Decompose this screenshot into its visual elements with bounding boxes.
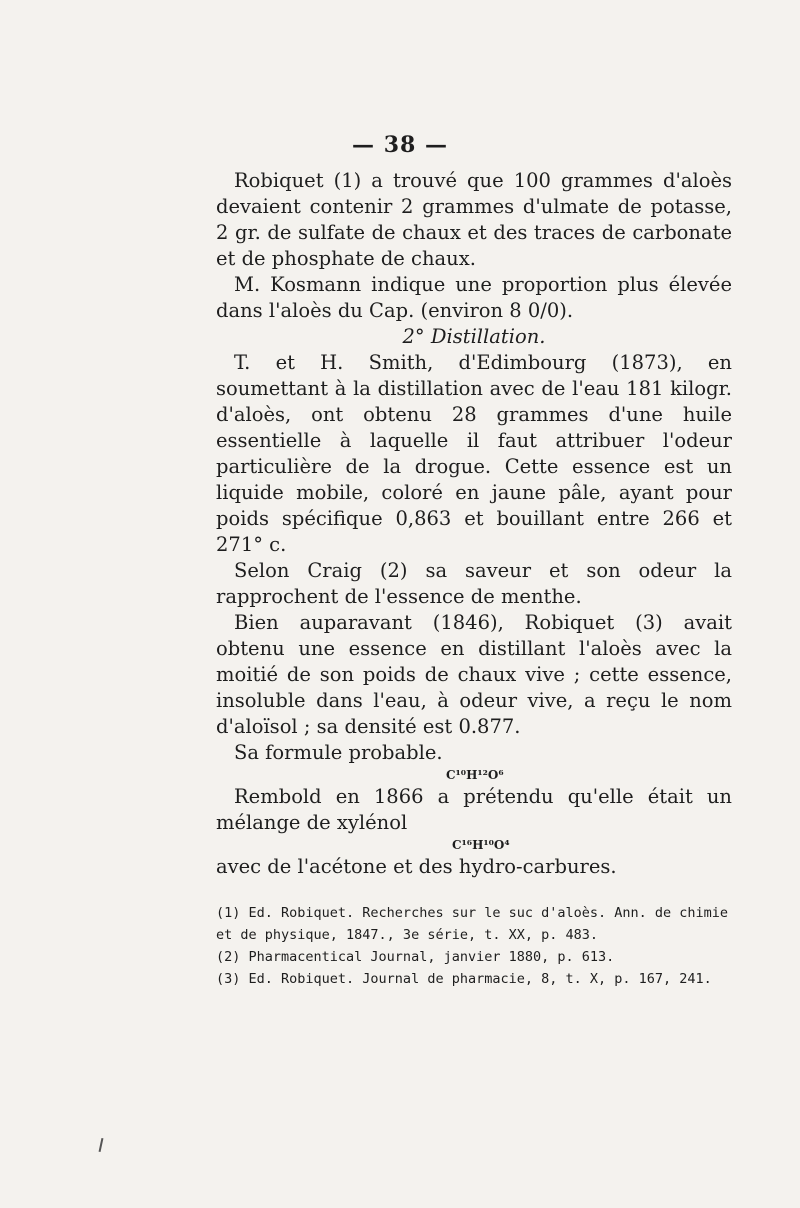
paragraph-robiquet: Robiquet (1) a trouvé que 100 grammes d'aloès devaient contenir 2 grammes d'ulmate de potasse, 2 gr. de sulfate de chaux et des traces de carbonate et de phosphate de chaux. (216, 169, 732, 270)
paragraph-smith: T. et H. Smith, d'Edimbourg (1873), en soumettant à la distillation avec de l'eau 181 kilogr. d'aloès, ont obtenu 28 grammes d'une huile essentielle à laquelle il faut attribuer l'odeur particulière de la drogue. Cette essence est un liquide mobile, coloré en jaune pâle, ayant pour poids spécifique 0,863 et bouillant entre 266 et 271° c. (216, 351, 732, 556)
footnote-3: (3) Ed. Robiquet. Journal de pharmacie, 8, t. X, p. 167, 241. (216, 971, 712, 987)
page-number: — 38 — (352, 132, 448, 158)
paragraph-kosmann: M. Kosmann indique une proportion plus élevée dans l'aloès du Cap. (environ 8 0/0). (216, 273, 732, 322)
footnote-1: (1) Ed. Robiquet. Recherches sur le suc d'aloès. Ann. de chimie et de physique, 1847., 3e série, t. XX, p. 483. (216, 905, 729, 943)
formula-xylenol: C¹⁶H¹⁰O⁴ (452, 838, 510, 852)
paragraph-formula-intro: Sa formule probable. (234, 741, 443, 764)
footnotes (216, 902, 736, 990)
paragraph-rembold: Rembold en 1866 a prétendu qu'elle était un mélange de xylénol (216, 785, 732, 834)
paragraph-acetone: avec de l'acétone et des hydro-carbures. (216, 855, 617, 878)
footnote-2: (2) Pharmacentical Journal, janvier 1880, p. 613. (216, 949, 615, 965)
paragraph-craig: Selon Craig (2) sa saveur et son odeur la rapprochent de l'essence de menthe. (216, 559, 732, 608)
section-title: 2° Distillation. (402, 325, 546, 348)
paragraph-aloisol: Bien auparavant (1846), Robiquet (3) avait obtenu une essence en distillant l'aloès avec la moitié de son poids de chaux vive ; cette essence, insoluble dans l'eau, à odeur vive, a reçu le nom d'aloïsol ; sa densité est 0.877. (216, 611, 732, 738)
main-text (216, 168, 732, 880)
ink-mark (99, 1138, 104, 1152)
formula-aloisol: C¹⁰H¹²O⁶ (446, 768, 504, 782)
